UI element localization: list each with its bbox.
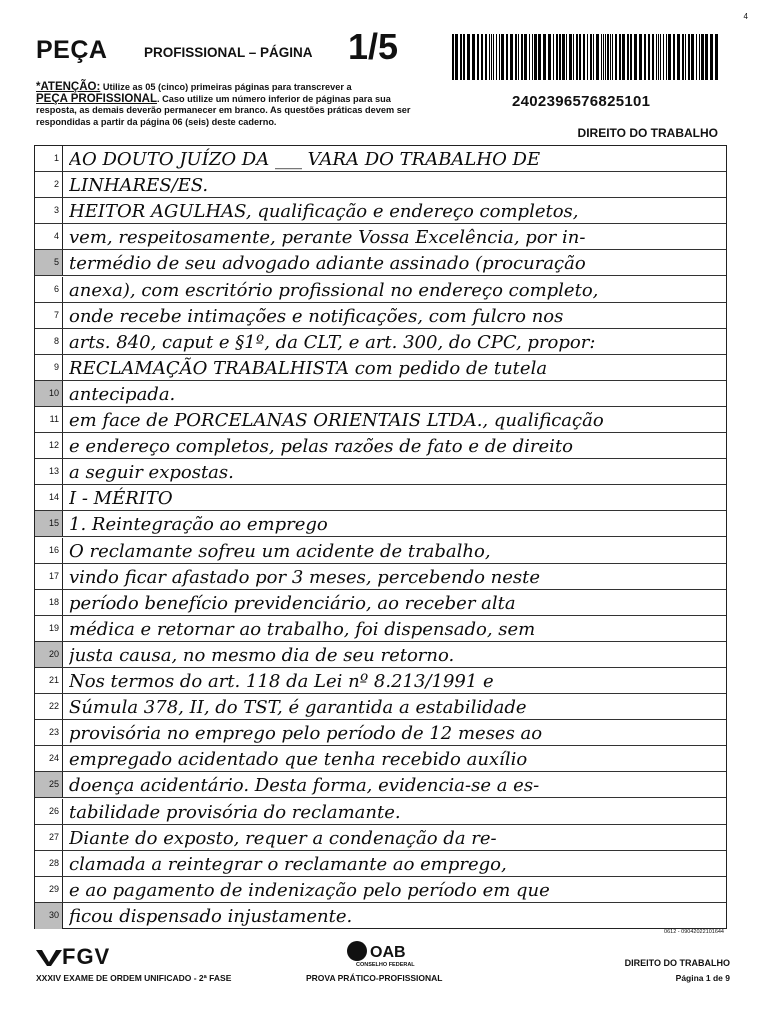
handwritten-text: Nos termos do art. 118 da Lei nº 8.213/1991 e	[69, 671, 494, 692]
notice-line1: Utilize as 05 (cinco) primeiras páginas para transcrever a	[102, 82, 352, 92]
line-number: 18	[35, 590, 63, 615]
answer-line	[35, 772, 726, 798]
handwritten-text: AO DOUTO JUÍZO DA ___ VARA DO TRABALHO DE	[69, 149, 541, 170]
sheet-code: 0612 - 09042022101644	[664, 929, 724, 935]
handwritten-text: antecipada.	[69, 383, 176, 405]
line-number: 20	[35, 642, 63, 667]
line-number: 2	[35, 172, 63, 197]
line-number: 26	[35, 799, 63, 824]
line-number: 25	[35, 772, 63, 797]
line-number: 4	[35, 224, 63, 249]
page-fraction: 1/5	[348, 26, 399, 67]
fgv-logo: FGV	[62, 944, 111, 969]
line-number: 22	[35, 694, 63, 719]
line-number: 10	[35, 381, 63, 406]
notice-label2: PEÇA PROFISSIONAL	[36, 92, 157, 105]
handwritten-text: arts. 840, caput e §1º, da CLT, e art. 300, do CPC, propor:	[69, 331, 596, 353]
handwritten-text: vem, respeitosamente, perante Vossa Excelência, por in-	[69, 227, 586, 249]
answer-line	[35, 381, 726, 407]
answer-line	[35, 355, 726, 381]
handwritten-text: ficou dispensado injustamente.	[69, 905, 353, 927]
handwritten-text: I - MÉRITO	[69, 488, 173, 510]
line-number: 16	[35, 538, 63, 563]
answer-line	[35, 459, 726, 485]
footer-subject-area: DIREITO DO TRABALHO	[624, 958, 730, 968]
line-number: 11	[35, 407, 63, 432]
handwritten-text: 1. Reintegração ao emprego	[69, 514, 328, 536]
answer-line	[35, 485, 726, 511]
handwritten-text: em face de PORCELANAS ORIENTAIS LTDA., qualificação	[69, 410, 604, 431]
line-number: 27	[35, 825, 63, 850]
line-number: 23	[35, 720, 63, 745]
handwritten-text: e ao pagamento de indenização pelo período em que	[69, 879, 550, 901]
notice-text	[36, 82, 421, 128]
handwritten-text: O reclamante sofreu um acidente de trabalho,	[69, 540, 491, 562]
answer-line	[35, 172, 726, 198]
handwritten-text: empregado acidentado que tenha recebido auxílio	[69, 749, 528, 771]
page-subtitle: PROFISSIONAL – PÁGINA	[144, 45, 313, 60]
answer-line	[35, 198, 726, 224]
line-number: 9	[35, 355, 63, 380]
handwritten-text: justa causa, no mesmo dia de seu retorno.	[69, 644, 455, 666]
answer-line	[35, 903, 726, 929]
answer-line	[35, 433, 726, 459]
line-number: 1	[35, 146, 63, 171]
handwritten-text: Diante do exposto, requer a condenação da re-	[69, 827, 497, 849]
answer-line	[35, 668, 726, 694]
notice-label: *ATENÇÃO:	[36, 81, 101, 93]
answer-line	[35, 277, 726, 303]
answer-line	[35, 851, 726, 877]
line-number: 21	[35, 668, 63, 693]
answer-line	[35, 877, 726, 903]
answer-line	[35, 250, 726, 276]
line-number: 28	[35, 851, 63, 876]
line-number: 29	[35, 877, 63, 902]
fgv-logo-mark-icon	[36, 948, 62, 966]
handwritten-text: clamada a reintegrar o reclamante ao emprego,	[69, 853, 507, 875]
handwritten-text: onde recebe intimações e notificações, com fulcro nos	[69, 305, 564, 327]
line-number: 12	[35, 433, 63, 458]
handwritten-text: Súmula 378, II, do TST, é garantida a estabilidade	[69, 697, 527, 719]
answer-line	[35, 694, 726, 720]
answer-line	[35, 799, 726, 825]
exam-type: PROVA PRÁTICO-PROFISSIONAL	[306, 973, 443, 983]
answer-line	[35, 616, 726, 642]
answer-line	[35, 590, 726, 616]
handwritten-text: HEITOR AGULHAS, qualificação e endereço completos,	[69, 201, 579, 223]
line-number: 17	[35, 564, 63, 589]
answer-line	[35, 224, 726, 250]
answer-line	[35, 303, 726, 329]
answer-sheet	[34, 145, 727, 929]
answer-line	[35, 825, 726, 851]
exam-name: XXXIV EXAME DE ORDEM UNIFICADO - 2ª FASE	[36, 973, 232, 983]
line-number: 6	[35, 277, 63, 302]
handwritten-text: tabilidade provisória do reclamante.	[69, 801, 401, 823]
barcode-number: 2402396576825101	[512, 93, 651, 110]
handwritten-text: LINHARES/ES.	[69, 175, 209, 197]
handwritten-text: período benefício previdenciário, ao receber alta	[69, 592, 516, 614]
oab-council: CONSELHO FEDERAL	[356, 962, 415, 968]
line-number: 24	[35, 746, 63, 771]
handwritten-text: vindo ficar afastado por 3 meses, percebendo neste	[69, 566, 541, 588]
line-number: 3	[35, 198, 63, 223]
handwritten-text: médica e retornar ao trabalho, foi dispensado, sem	[69, 618, 536, 640]
handwritten-text: doença acidentário. Desta forma, evidencia-se a es-	[69, 775, 540, 797]
barcode-image	[452, 34, 720, 80]
page-number: 4	[743, 12, 748, 21]
oab-logo-icon	[345, 940, 425, 962]
handwritten-text: anexa), com escritório profissional no endereço completo,	[69, 279, 599, 301]
line-number: 15	[35, 511, 63, 536]
line-number: 13	[35, 459, 63, 484]
answer-line	[35, 407, 726, 433]
notice-line2: . Caso utilize um número inferior de páginas para sua resposta, as demais deverão permanecer em branco. As questões práticas devem ser respondidas a partir da página 06 (seis) deste caderno.	[36, 93, 411, 127]
answer-line	[35, 511, 726, 537]
footer-page-number: Página 1 de 9	[675, 973, 730, 983]
line-number: 30	[35, 903, 63, 929]
svg-text:OAB: OAB	[370, 944, 406, 961]
handwritten-text: termédio de seu advogado adiante assinado (procuração	[69, 253, 586, 275]
answer-line	[35, 642, 726, 668]
answer-line	[35, 538, 726, 564]
line-number: 7	[35, 303, 63, 328]
handwritten-text: RECLAMAÇÃO TRABALHISTA com pedido de tutela	[69, 357, 548, 379]
handwritten-text: provisória no emprego pelo período de 12 meses ao	[69, 723, 543, 745]
answer-line	[35, 329, 726, 355]
subject-area: DIREITO DO TRABALHO	[577, 126, 718, 140]
line-number: 19	[35, 616, 63, 641]
handwritten-text: e endereço completos, pelas razões de fato e de direito	[69, 436, 573, 458]
answer-line	[35, 146, 726, 172]
line-number: 14	[35, 485, 63, 510]
answer-line	[35, 746, 726, 772]
handwritten-text: a seguir expostas.	[69, 462, 234, 484]
answer-line	[35, 564, 726, 590]
answer-line	[35, 720, 726, 746]
line-number: 5	[35, 250, 63, 275]
line-number: 8	[35, 329, 63, 354]
page-title: PEÇA	[36, 36, 108, 64]
